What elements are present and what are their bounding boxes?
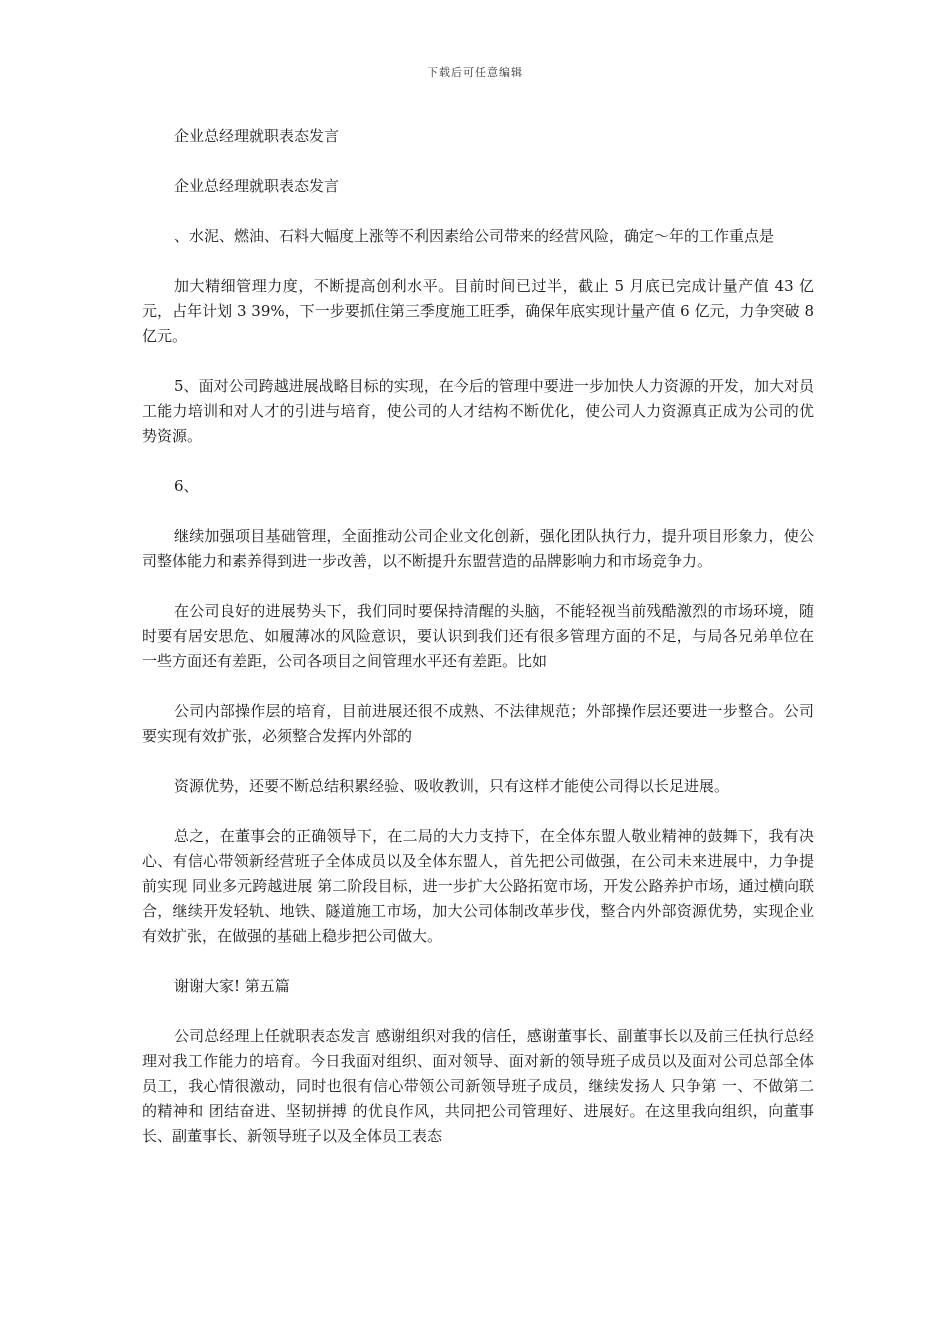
document-body xyxy=(142,124,814,1149)
paragraph-10: 资源优势，还要不断总结积累经验、吸收教训，只有这样才能使公司得以长足进展。 xyxy=(174,777,730,795)
paragraph-11: 总之，在董事会的正确领导下，在二局的大力支持下，在全体东盟人敬业精神的鼓舞下，我有决心、有信心带领新经营班子全体成员以及全体东盟人，首先把公司做强，在公司未来进展中，力争提前实现 同业多元跨越进展 第二阶段目标，进一步扩大公路拓宽市场，开发公路养护市场，通过横向联合，继续开发轻轨、地铁、隧道施工市场，加大公司体制改革步伐，整合内外部资源优势，实现企业有效扩张，在做强的基础上稳步把公司做大。 xyxy=(142,827,814,945)
paragraph-5: 5、面对公司跨越进展战略目标的实现，在今后的管理中要进一步加快人力资源的开发，加大对员工能力培训和对人才的引进与培育，使公司的人才结构不断优化，使公司人力资源真正成为公司的优势资源。 xyxy=(142,377,814,445)
paragraph-12: 谢谢大家! 第五篇 xyxy=(174,977,290,995)
page-header: 下载后可任意编辑 xyxy=(427,66,523,79)
paragraph-9: 公司内部操作层的培育，目前进展还很不成熟、不法律规范；外部操作层还要进一步整合。公司要实现有效扩张，必须整合发挥内外部的 xyxy=(142,702,814,745)
paragraph-13: 公司总经理上任就职表态发言 感谢组织对我的信任，感谢董事长、副董事长以及前三任执行总经理对我工作能力的培育。今日我面对组织、面对领导、面对新的领导班子成员以及面对公司总部全体员工，我心情很激动，同时也很有信心带领公司新领导班子成员，继续发扬人 只争第 一、不做第二 的精神和 团结奋进、坚韧拼搏 的优良作风，共同把公司管理好、进展好。在这里我向组织，向董事长、副董事长、新领导班子以及全体员工表态 xyxy=(142,1027,814,1145)
paragraph-8: 在公司良好的进展势头下，我们同时要保持清醒的头脑，不能轻视当前残酷激烈的市场环境，随时要有居安思危、如履薄冰的风险意识，要认识到我们还有很多管理方面的不足，与局各兄弟单位在一些方面还有差距，公司各项目之间管理水平还有差距。比如 xyxy=(142,602,814,670)
paragraph-3: 、水泥、燃油、石料大幅度上涨等不利因素给公司带来的经营风险，确定～年的工作重点是 xyxy=(174,227,775,245)
paragraph-4: 加大精细管理力度，不断提高创利水平。目前时间已过半，截止 5 月底已完成计量产值 43 亿元，占年计划 3 39%，下一步要抓住第三季度施工旺季，确保年底实现计量产值 6 亿元，力争突破 8 亿元。 xyxy=(142,277,814,345)
paragraph-6: 6、 xyxy=(174,477,199,495)
paragraph-7: 继续加强项目基础管理，全面推动公司企业文化创新，强化团队执行力，提升项目形象力，使公司整体能力和素养得到进一步改善，以不断提升东盟营造的品牌影响力和市场竞争力。 xyxy=(142,527,814,570)
paragraph-title-2: 企业总经理就职表态发言 xyxy=(174,177,340,195)
paragraph-title-1: 企业总经理就职表态发言 xyxy=(174,127,340,145)
